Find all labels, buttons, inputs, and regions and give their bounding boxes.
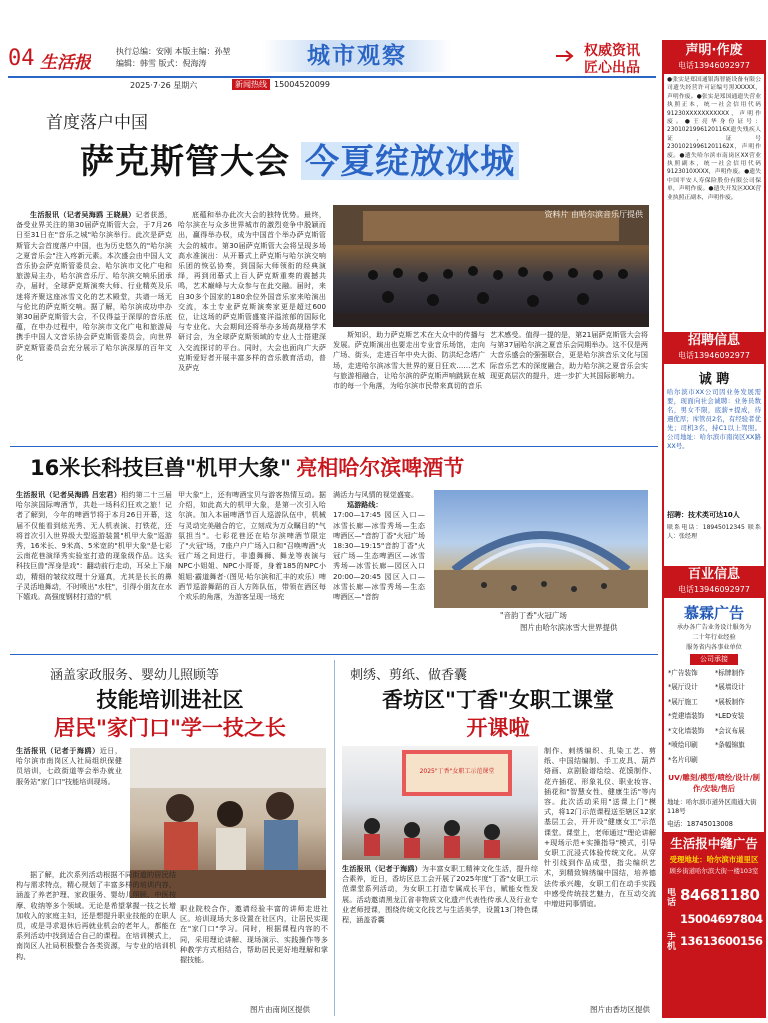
divider-vertical <box>334 660 335 1016</box>
business-box-header <box>664 566 764 598</box>
story2-photo <box>434 490 648 608</box>
slogan-2: 匠心出品 <box>584 60 640 76</box>
story1-text-2: 底蕴和举办此次大会的独特优势。最终，哈尔滨在与众多世界城市的激烈竞争中脱颖而出，赢得举办权，成为中国首个举办萨克斯管大会的城市。第30届萨克斯管大会将呈现多场高水准演出：从开幕式上萨克斯与哈尔滨交响乐团的恢弘协奏，到国际大师领衔的经典演绎，再到闭幕式上百人萨克斯重奏的震撼共鸣，艺术巅峰与大众参与在此交融。届时，来自30多个国家的180余位外国音乐家来哈演出交流，本土专业萨克斯演奏家更是超过600位，让这场的萨克斯管盛宴洋溢浓郁的国际化与专业化。大会期间还将举办多场高规格学术研讨会，为全球萨克斯领域的专业人士搭建深入交流探讨的平台。同时，大会也面向广大萨克斯爱好者开展丰富多样的音乐教育活动，普及萨克 <box>178 210 326 373</box>
story4-photo-credit: 图片由香坊区提供 <box>590 1005 650 1014</box>
story3-text-2: 职业院校合作，邀请经验丰富的讲师走进社区。培训现场大多设置在社区内，让居民实现在"家门口"学习。同时，根据课程内容的不同，采用理论讲解、现场演示、实践操作等多种教学方式相结合，帮助居民更好地理解和掌握技能。 <box>180 904 328 965</box>
hotline-badge: 新闻热线 <box>232 79 270 90</box>
ad-tag: 公司承接 <box>690 654 738 665</box>
festival-square-image-icon <box>434 490 648 608</box>
story4-text-1: 为丰富女职工精神文化生活，提升综合素养，近日，香坊区总工会开展了2025年度"丁香"女职工示范课堂系列活动，为女职工打造专属成长平台，赋能女性发展。活动邀请黑龙江省非物质文化遗产代表性传承人及行业专业老师授课，围绕传统文化技艺与生活美学，设置13门特色课程，涵盖香囊 <box>342 864 538 925</box>
story2-photo-caption: "音韵丁香"火冠广场 <box>500 611 567 620</box>
notice-box-header <box>664 42 764 74</box>
story3-photo-credit: 图片由南岗区提供 <box>250 1005 310 1014</box>
story1-photo-credit: 资料片 由哈尔滨音乐厅提供 <box>544 210 643 219</box>
ad-item: *条幅锦旗 <box>715 741 745 750</box>
story4-slide-text: 2025"丁香"女职工示范课堂 <box>419 768 495 775</box>
phone-label-2: 手机 <box>667 932 677 952</box>
section-banner <box>262 40 452 72</box>
bottom-ad-address-2: 顾乡街道哈尔滨大街一楼103室 <box>669 867 759 875</box>
ad-item: *展板制作 <box>715 697 745 706</box>
ad-sub-1: 承办各广告业务设计服务为 <box>676 624 752 631</box>
ad-item: *展厅施工 <box>668 697 698 706</box>
story2-text-3: 满活力与风情的视觉盛宴。 <box>333 490 419 499</box>
story1-text-1: 记者获悉，备受业界关注的第30届萨克斯管大会，于7月26日至31日在"音乐之城"哈尔滨举行。此次是萨克斯管大会首度落户中国，也为历史悠久的"哈尔滨之夏音乐会"注入疼新元素。本次盛会由中国人文音乐协会萨克斯管委员会、哈尔滨市文化广电和旅游局主办，哈尔滨音乐厅、哈尔滨交响乐团承办，届时，全球萨克斯演奏大师、行业精英及乐迷将齐聚这座冰雪文化的艺术殿堂，共谱一场无与伦比的萨克斯交响。据了解，哈尔滨成功申办第30届萨克斯管大会，不仅得益于深厚的音乐底蕴，在申办过程中，哈尔滨市文化广电和旅游局携手中国人文音乐协会萨克斯管委员会，向世界萨克斯管委员会充分展示了哈尔滨深厚的百年文化 <box>16 210 172 362</box>
story2-schedule: 17:00—17:45 园区入口—冰雪长廊—冰雪秀场—生态啤酒区—"音韵丁香"火冠广场 18:30—19:15"音韵丁香"火冠广场—生态啤酒区—冰雪秀场—冰雪长廊—园区入口 20:00—20:45 园区入口—冰雪长廊—冰雪秀场—生态啤酒区—"音韵 <box>333 510 425 602</box>
bottom-ad-phone-1: 84681180 <box>680 886 760 904</box>
notice-box-text: ●张实是郑国通银海智能设备有限公司遗失经营许可证编号黑XXXXX，声明作废。●张实是郑国通遗失营业执照正本，统一社会信用代码91230XXXXXXXXXXX，声明作废。●王亮华身份证号：2301021996120116X遗失残疾人证，证号23010219961201162X，声明作废。●遗失哈尔滨市南岗区XX营业执照副本，统一社会信用代码9123010XXXX，声明作废。●遗失中国平安人寿保险股份有限公司保单，声明作废。●遗失开发区XXX营业执照正副本，声明作废。 <box>667 77 761 201</box>
story3-intro <box>16 746 122 866</box>
recruit-title: 诚 聘 <box>698 372 730 387</box>
story3-text-1: 据了解，此次系列活动根据不同街道的居民结构与需求特点，精心规划了丰富多样的培训内容，涵盖了养老护理、家政服务、婴幼儿照顾、中医按摩、收纳等多个领域。无论是希望掌握一技之长增加收入的家庭主妇，还是想提升职业技能的在职人员，或是寻求退休后再就业机会的老年人，都能在系列活动中找到适合自己的课程。在培训模式上，南岗区人社局积极整合各类资源，与专业的培训机构、 <box>16 870 176 961</box>
staff-line-1: 执行总编：安刚 本版主编：孙堃 <box>116 47 231 56</box>
date-line: 2025·7·26 星期六 <box>130 81 198 90</box>
story4-headline-2: 开课啦 <box>466 716 530 740</box>
ad-item: *党建墙装饰 <box>668 712 705 721</box>
story3-byline: 生活报讯（记者于海鸥） <box>16 746 100 755</box>
section-title: 城市观察 <box>307 43 407 69</box>
ad-services: UV/雕刻/模型/喷绘/设计/制作/安装/售后 <box>668 773 760 793</box>
ad-title: 慕霖广告 <box>683 604 744 622</box>
ad-item: *展墙设计 <box>715 683 745 692</box>
bottom-ad-address-1: 受理地址：哈尔滨市道里区 <box>669 855 759 864</box>
story3-intro-text: 近日，哈尔滨市南岗区人社局组织保健员培训，七政街道等会举办就业服务站"家门口"技能培训现场。 <box>16 746 122 786</box>
sidebar <box>662 40 766 1018</box>
story4-kicker: 刺绣、剪纸、做香囊 <box>350 668 468 683</box>
orchestra-image-icon <box>333 205 649 327</box>
story1-headline <box>80 134 640 180</box>
masthead <box>0 0 660 78</box>
ad-sub-3: 服务省内各事业单位 <box>686 644 742 651</box>
story3-column-1 <box>16 870 176 1016</box>
story3-kicker: 涵盖家政服务、婴幼儿照顾等 <box>50 668 220 683</box>
phone-label-1: 电话 <box>667 888 677 908</box>
divider-1 <box>10 446 658 447</box>
ad-item: *广告装饰 <box>668 669 698 677</box>
recruit-contact: 联系电话：18945012345 联系人：张经理 <box>667 524 761 540</box>
story2-head-part2: 亮相哈尔滨啤酒节 <box>296 456 465 480</box>
ad-item: *会议布展 <box>715 726 745 735</box>
recruit-box-title: 招聘信息 <box>687 333 740 348</box>
story2-head-part1: 16米长科技巨兽"机甲大象" <box>30 456 292 480</box>
ad-items <box>668 668 762 768</box>
masthead-rule <box>8 76 656 78</box>
story1-photo <box>333 205 649 327</box>
story2-photo-credit: 图片由哈尔滨冰雪大世界提供 <box>520 623 618 632</box>
story2-column-1 <box>16 490 172 650</box>
divider-2 <box>10 654 658 655</box>
story2-schedule-title: 巡游路线： <box>347 500 383 510</box>
story2-text-2: 甲大象"上，还有啤酒宝贝与游客热情互动。据介绍，如此高大的机甲大象，是第一次引入哈尔滨。加入本届啤酒节百人巡游队伍中，机械与灵动完美融合的它，立刻成为万众瞩目的"气氛担当"。七彩花巷还在哈尔滨啤酒节限定了"火冠"场，7座户户广场入口和"召唤啤酒"火冠广场之间进行，非遗舞狮、舞龙等表演与NPC小姐姐、NPC小哥哥，身着185的NPC小姐姐·霸道舞者·（图见·哈尔滨和汇丰的欢乐）啤酒节巡游舞蹈的百人方阵队伍，带领在酒区每个欢乐的角落，为游客呈现一场充 <box>178 490 326 602</box>
page-number: 04 <box>8 46 35 71</box>
recruit-box-phone: 电话13946092977 <box>678 351 750 360</box>
ad-phone: 电话：18745013008 <box>667 820 733 828</box>
business-box-phone: 电话13946092977 <box>678 585 750 594</box>
story1-head-part1: 萨克斯管大会 <box>80 142 290 180</box>
story3-column-2 <box>180 904 328 1004</box>
staff-line-2: 编辑：韩雪 版式：倪海涛 <box>116 59 207 68</box>
story1-column-2 <box>178 210 326 442</box>
story3-headline-1: 技能培训进社区 <box>96 688 244 712</box>
story2-column-2 <box>178 490 326 650</box>
story1-text-4: 艺术感受。值得一提的是，第21届萨克斯管大会将与第37届哈尔滨之夏音乐会同期举办。这不仅是两大音乐盛会的强强联合，更是哈尔滨音乐文化与国际音乐艺术的深度融合，助力哈尔滨之夏音乐会实现更高层次的提升，进一步扩大其国际影响力。 <box>490 330 648 380</box>
story2-column-3 <box>333 490 425 650</box>
recruit-tag: 招聘：技术类可达10人 <box>667 511 740 519</box>
notice-box-phone: 电话13946092977 <box>678 61 750 70</box>
story2-text-1: 相约第二十三届哈尔滨国际啤酒节，共赴一场科幻狂欢之旅！记者了解到，今年的啤酒节将于本月26日开幕，这届不仅能看到炫光秀、无人机表演、打铁花，还将首次引入世界级大型巡游装置"机甲大象"巡游秀，16米长、9米高、5米宽的"机甲大象"是七彩云南花巷演绎秀实验室打造的现象级作品。这头科技巨兽"浑身是戏"：翻动前行走动，耳朵上下扇动，精细的皱纹纹理十分逼真，尤其是长长的鼻子灵活地舞动，不时喷出"水柱"，引得小朋友在水下嬉戏。高强度钢材打造的"机 <box>16 490 172 602</box>
business-box-title: 百业信息 <box>687 567 740 582</box>
ad-item: *LED安装 <box>715 712 745 721</box>
story1-column-4 <box>490 330 648 442</box>
story1-head-part2: 今夏绽放冰城 <box>301 142 519 180</box>
story1-byline: 生活报讯（记者吴海鸥 王晓晨） <box>30 210 136 219</box>
story4-text-2: 制作、刺绣编织、扎染工艺、剪纸、中国结编制、手工皮具、葫芦烙画、京剧脸谱绘绘、花馍制作、花卉插花、形象礼仪、职业妆容、插花和"智慧女性、健康生活"等内容。此次活动采用"送课上门"模式，将12门示范课程送至辖区12家基层工会，开开设"健康女工"示范课堂。课堂上，老师通过"理论讲解+现场示范+实操指导"模式，引导女职工沉浸式体验传统文化。从穿针引线到作品成型，指尖编织艺术，到精致锦绣编中国结，培养德法传承兴趣，女职工们在动手实践中感受传统技艺魅力，在互动交流中增进同事情谊。 <box>544 746 656 909</box>
recruit-box-header <box>664 332 764 364</box>
ad-item: *标牌制作 <box>715 669 745 677</box>
ad-item: *喷绘印刷 <box>668 741 698 750</box>
story4-photo <box>342 746 538 860</box>
story1-column-1 <box>16 210 172 442</box>
bottom-ad-title: 生活报中缝广告 <box>670 836 758 851</box>
recruit-text: 哈尔滨市XX公司因业务发展需要，现面向社会诚聘：业务员数名，男女不限，底薪+提成，待遇优厚；库管员2名，有经验者优先；司机3名，持C1以上驾照。公司地址：哈尔滨市南岗区XX路XX号。 <box>667 388 761 450</box>
story1-text-3: 斯知识，助力萨克斯艺术在大众中的传播与发展。萨克斯演出也要走出专业音乐场馆，走向广场、街头，走进百年中央大街、防洪纪念塔广场，走进哈尔滨冰雪大世界的夏日狂欢……艺术与旅游相融合，让哈尔滨的萨克斯声响跳跃在城市的每一个角落，为哈尔滨市民带来真切的音乐 <box>333 330 485 391</box>
story1-kicker: 首度落户中国 <box>46 113 148 133</box>
paper-name: 生活报 <box>40 53 91 73</box>
bottom-ad <box>664 832 764 1016</box>
story4-headline-1: 香坊区"丁香"女职工课堂 <box>382 688 614 712</box>
story4-column-1 <box>342 864 538 1014</box>
story2-byline: 生活报讯（记者吴海鸥 吕宏君） <box>16 490 122 499</box>
classroom-image-icon <box>342 746 538 860</box>
ad-item: *文化墙装饰 <box>668 726 705 735</box>
notice-box-title: 声明·作废 <box>685 43 743 58</box>
story4-byline: 生活报讯（记者于海鸥） <box>342 864 422 873</box>
ad-item: *名片印刷 <box>668 755 698 764</box>
story2-headline <box>30 452 650 484</box>
arrow-icon <box>556 48 576 62</box>
hotline-number: 15004520099 <box>274 80 330 89</box>
bottom-ad-phone-2: 15004697804 <box>680 912 763 926</box>
ad-item: *展厅设计 <box>668 683 698 692</box>
slogan-1: 权威资讯 <box>584 43 640 59</box>
story3-headline-2: 居民"家门口"学一技之长 <box>54 716 286 740</box>
ad-address: 地址：哈尔滨市道外区南通大街118号 <box>667 798 757 815</box>
story4-column-2 <box>544 746 656 1014</box>
story1-column-3 <box>333 330 485 442</box>
ad-sub-2: 二十年行业经验 <box>692 634 736 641</box>
bottom-ad-phone-3: 13613600156 <box>680 934 763 948</box>
